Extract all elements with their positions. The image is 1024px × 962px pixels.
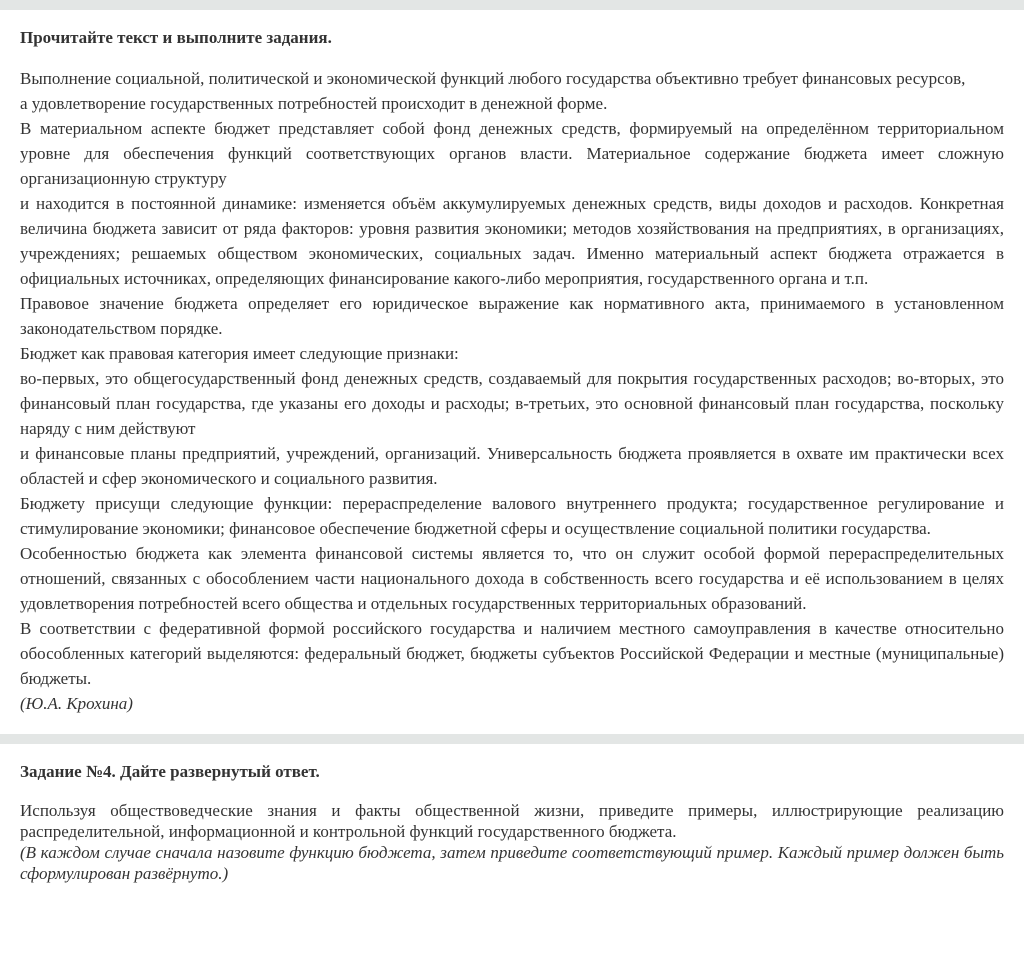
section-divider — [0, 734, 1024, 744]
paragraph: и финансовые планы предприятий, учреждений, организаций. Универсальность бюджета проявляется в охвате им практически всех областей и сфер экономического и социального развития. — [20, 444, 1004, 488]
task-question: Используя обществоведческие знания и факты общественной жизни, приведите примеры, иллюстрирующие реализацию распределительной, информационной и контрольной функций государственного бюджета. — [20, 801, 1004, 841]
task-section — [0, 744, 1024, 884]
top-divider — [0, 0, 1024, 10]
task-hint: (В каждом случае сначала назовите функцию бюджета, затем приведите соответствующий пример. Каждый пример должен быть сформулирован развёрнуто.) — [20, 843, 1004, 883]
task-title: Задание №4. Дайте развернутый ответ. — [20, 762, 320, 781]
paragraph: Правовое значение бюджета определяет его юридическое выражение как нормативного акта, принимаемого в установленном законодательством порядке. — [20, 294, 1004, 338]
paragraph: В материальном аспекте бюджет представляет собой фонд денежных средств, формируемый на определённом территориальном уровне для обеспечения функций соответствующих органов власти. Материальное содержание бюджета имеет сложную организационную структуру — [20, 119, 1004, 188]
paragraph: во-первых, это общегосударственный фонд денежных средств, создаваемый для покрытия государственных расходов; во-вторых, это финансовый план государства, где указаны его доходы и расходы; в-третьих, это основной финансовый план государства, поскольку наряду с ним действуют — [20, 369, 1004, 438]
paragraph: и находится в постоянной динамике: изменяется объём аккумулируемых денежных средств, виды доходов и расходов. Конкретная величина бюджета зависит от ряда факторов: уровня развития экономики; методов хозяйствования на предприятиях, в организациях, учреждениях; решаемых обществом экономических, социальных задач. Именно материальный аспект бюджета отражается в официальных источниках, определяющих финансирование какого-либо мероприятия, государственного органа и т.п. — [20, 194, 1004, 288]
reading-section — [0, 10, 1024, 716]
paragraph: Особенностью бюджета как элемента финансовой системы является то, что он служит особой формой перераспределительных отношений, связанных с обособлением части национального дохода в собственность всего государства и её использованием в целях удовлетворения потребностей всего общества и отдельных государственных территориальных образований. — [20, 544, 1004, 613]
citation: (Ю.А. Крохина) — [20, 694, 133, 713]
paragraph: Бюджет как правовая категория имеет следующие признаки: — [20, 344, 459, 363]
paragraph: В соответствии с федеративной формой российского государства и наличием местного самоуправления в качестве относительно обособленных категорий выделяются: федеральный бюджет, бюджеты субъектов Российской Федерации и местные (муниципальные) бюджеты. — [20, 619, 1004, 688]
paragraph: а удовлетворение государственных потребностей происходит в денежной форме. — [20, 94, 608, 113]
paragraph: Бюджету присущи следующие функции: перераспределение валового внутреннего продукта; государственное регулирование и стимулирование экономики; финансовое обеспечение бюджетной сферы и осуществление социальной политики государства. — [20, 494, 1004, 538]
reading-title: Прочитайте текст и выполните задания. — [20, 28, 332, 47]
paragraph: Выполнение социальной, политической и экономической функций любого государства объективно требует финансовых ресурсов, — [20, 69, 966, 88]
reading-text — [20, 66, 1004, 716]
